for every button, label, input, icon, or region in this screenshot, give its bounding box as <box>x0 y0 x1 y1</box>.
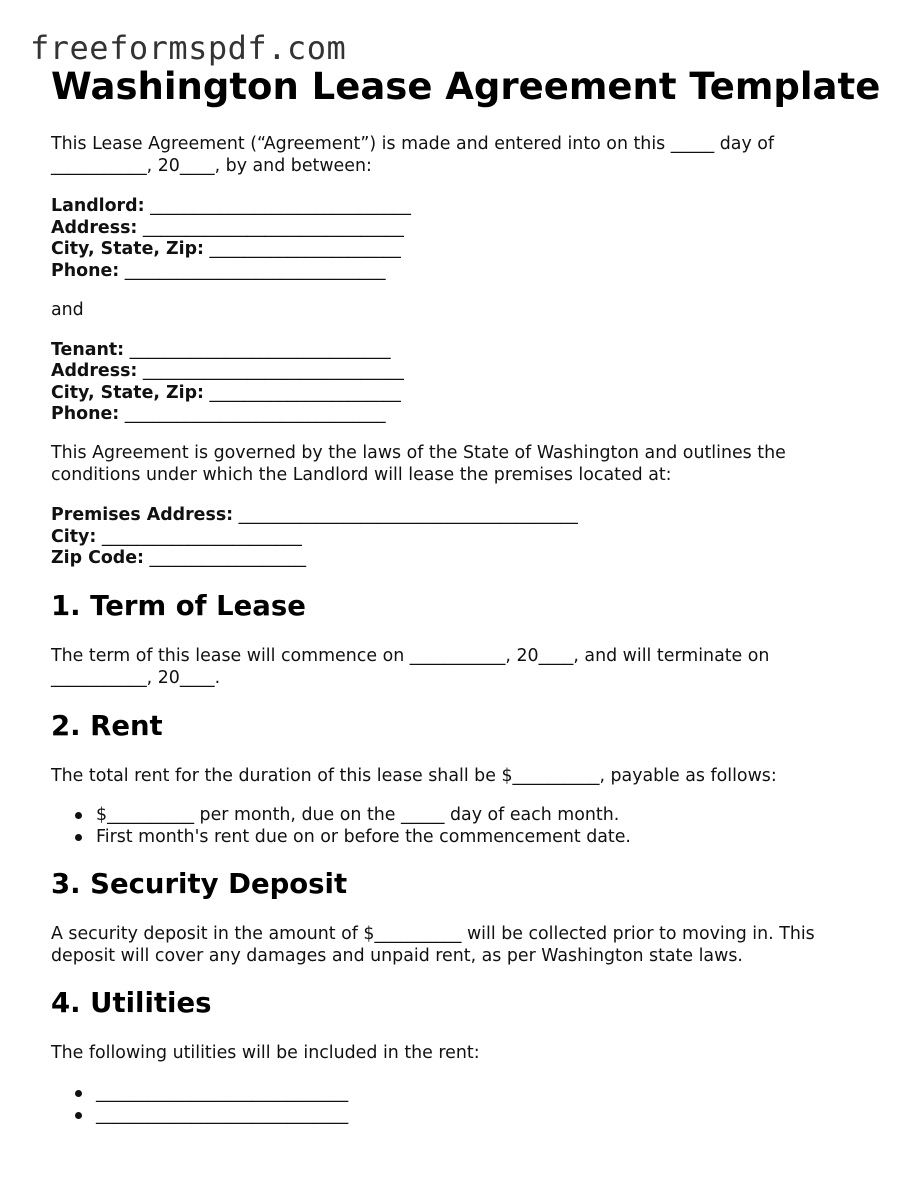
list-item <box>51 804 631 826</box>
tenant-address-label: Address: <box>51 361 138 381</box>
section-term-text: The term of this lease will commence on ___________, 20____, and will terminate on ___________, 20____. <box>51 646 770 688</box>
bullet-icon <box>75 834 82 841</box>
landlord-name-blank[interactable]: ______________________________ <box>144 196 411 216</box>
utilities-bullet-list <box>51 1082 348 1126</box>
tenant-phone-line <box>51 403 386 425</box>
tenant-name-label: Tenant: <box>51 340 125 360</box>
premises-zip-label: Zip Code: <box>51 548 144 568</box>
tenant-phone-blank[interactable]: ______________________________ <box>119 404 386 424</box>
premises-zip-line <box>51 547 306 569</box>
section-deposit-heading: 3. Security Deposit <box>51 868 348 900</box>
rent-bullet-text: First month's rent due on or before the commencement date. <box>96 827 631 847</box>
tenant-name-line <box>51 339 391 361</box>
utility-blank[interactable]: _____________________________ <box>96 1083 349 1103</box>
section-rent-text: The total rent for the duration of this lease shall be $__________, payable as follows: <box>51 766 777 786</box>
tenant-name-blank[interactable]: ______________________________ <box>124 340 391 360</box>
landlord-phone-line <box>51 260 386 282</box>
landlord-name-line <box>51 195 411 217</box>
landlord-city-line <box>51 238 401 260</box>
landlord-address-blank[interactable]: ______________________________ <box>137 218 404 238</box>
premises-zip-blank[interactable]: __________________ <box>143 548 307 568</box>
watermark: freeformspdf.com <box>30 29 347 67</box>
list-item <box>51 826 631 848</box>
landlord-address-label: Address: <box>51 218 138 238</box>
document-title: Washington Lease Agreement Template <box>51 65 881 108</box>
tenant-city-line <box>51 382 401 404</box>
premises-city-blank[interactable]: _______________________ <box>96 527 302 547</box>
landlord-phone-label: Phone: <box>51 261 120 281</box>
tenant-phone-label: Phone: <box>51 404 120 424</box>
list-item <box>51 1082 348 1104</box>
section-utilities-heading: 4. Utilities <box>51 987 212 1019</box>
governing-paragraph: This Agreement is governed by the laws of the State of Washington and outlines the conditions under which the Landlord will lease the premises located at: <box>51 443 786 485</box>
premises-address-label: Premises Address: <box>51 505 234 525</box>
section-rent-heading: 2. Rent <box>51 710 163 742</box>
utility-blank[interactable]: _____________________________ <box>96 1105 349 1125</box>
list-item <box>51 1104 348 1126</box>
rent-bullet-list <box>51 804 631 848</box>
landlord-address-line <box>51 217 404 239</box>
bullet-icon <box>75 1090 82 1097</box>
section-utilities-text: The following utilities will be included in the rent: <box>51 1043 480 1063</box>
rent-bullet-text: $__________ per month, due on the _____ day of each month. <box>96 805 620 825</box>
premises-city-label: City: <box>51 527 97 547</box>
bullet-icon <box>75 1112 82 1119</box>
landlord-phone-blank[interactable]: ______________________________ <box>119 261 386 281</box>
landlord-name-label: Landlord: <box>51 196 145 216</box>
and-text: and <box>51 300 84 320</box>
tenant-address-blank[interactable]: ______________________________ <box>137 361 404 381</box>
section-deposit-text: A security deposit in the amount of $__________ will be collected prior to moving in. This deposit will cover any damages and unpaid rent, as per Washington state laws. <box>51 924 815 966</box>
landlord-city-label: City, State, Zip: <box>51 239 204 259</box>
intro-paragraph: This Lease Agreement (“Agreement”) is made and entered into on this _____ day of ___________, 20____, by and between: <box>51 134 775 176</box>
tenant-city-blank[interactable]: ______________________ <box>204 383 401 403</box>
landlord-city-blank[interactable]: ______________________ <box>204 239 401 259</box>
premises-address-blank[interactable]: _______________________________________ <box>233 505 578 525</box>
tenant-address-line <box>51 360 404 382</box>
bullet-icon <box>75 812 82 819</box>
premises-city-line <box>51 526 302 548</box>
premises-address-line <box>51 504 578 526</box>
tenant-city-label: City, State, Zip: <box>51 383 204 403</box>
section-term-heading: 1. Term of Lease <box>51 590 306 622</box>
